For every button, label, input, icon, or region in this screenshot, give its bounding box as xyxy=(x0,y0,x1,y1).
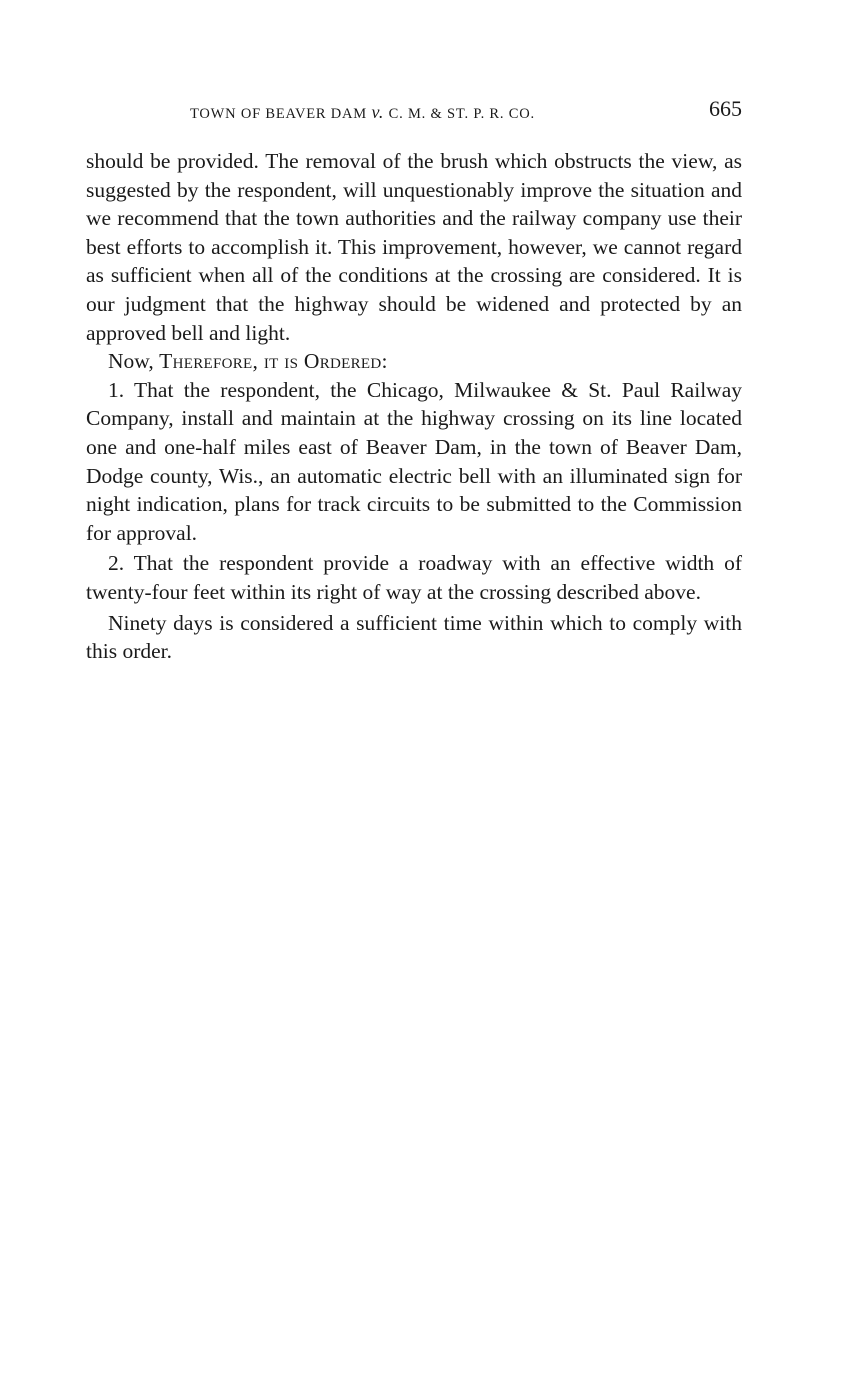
running-title-part2: C. M. & ST. P. R. CO. xyxy=(388,106,535,122)
page-number: 665 xyxy=(709,96,742,121)
ordered-prefix: Now, xyxy=(108,349,154,374)
body-text xyxy=(86,147,742,666)
ordered-caps: Therefore, it is Ordered: xyxy=(159,349,388,374)
ordered-clause xyxy=(86,347,742,376)
page-header xyxy=(86,96,742,126)
running-title xyxy=(190,102,535,123)
paragraph-continuation: should be provided. The removal of the brush which obstructs the view, as suggested by the respondent, will unquestionably improve the situation and we recommend that the town authorities and the railway company use their best efforts to accomplish it. This improvement, however, we cannot regard as sufficient when all of the conditions at the crossing are considered. It is our judgment that the highway should be widened and protected by an approved bell and light. xyxy=(86,149,742,345)
order-item-2: 2. That the respondent provide a roadway with an effective width of twenty-four feet within its right of way at the crossing described above. xyxy=(86,551,742,604)
closing-paragraph: Ninety days is considered a sufficient time within which to comply with this order. xyxy=(86,610,742,664)
running-title-versus: v. xyxy=(371,102,385,122)
order-item-1: 1. That the respondent, the Chicago, Milwaukee & St. Paul Railway Company, install and maintain at the highway crossing on its line located one and one-half miles east of Beaver Dam, in the town of Beaver Dam, Dodge county, Wis., an automatic electric bell with an illuminated sign for night indication, plans for track circuits to be submitted to the Commission for approval. xyxy=(86,377,742,545)
running-title-part1: TOWN OF BEAVER DAM xyxy=(190,106,368,122)
